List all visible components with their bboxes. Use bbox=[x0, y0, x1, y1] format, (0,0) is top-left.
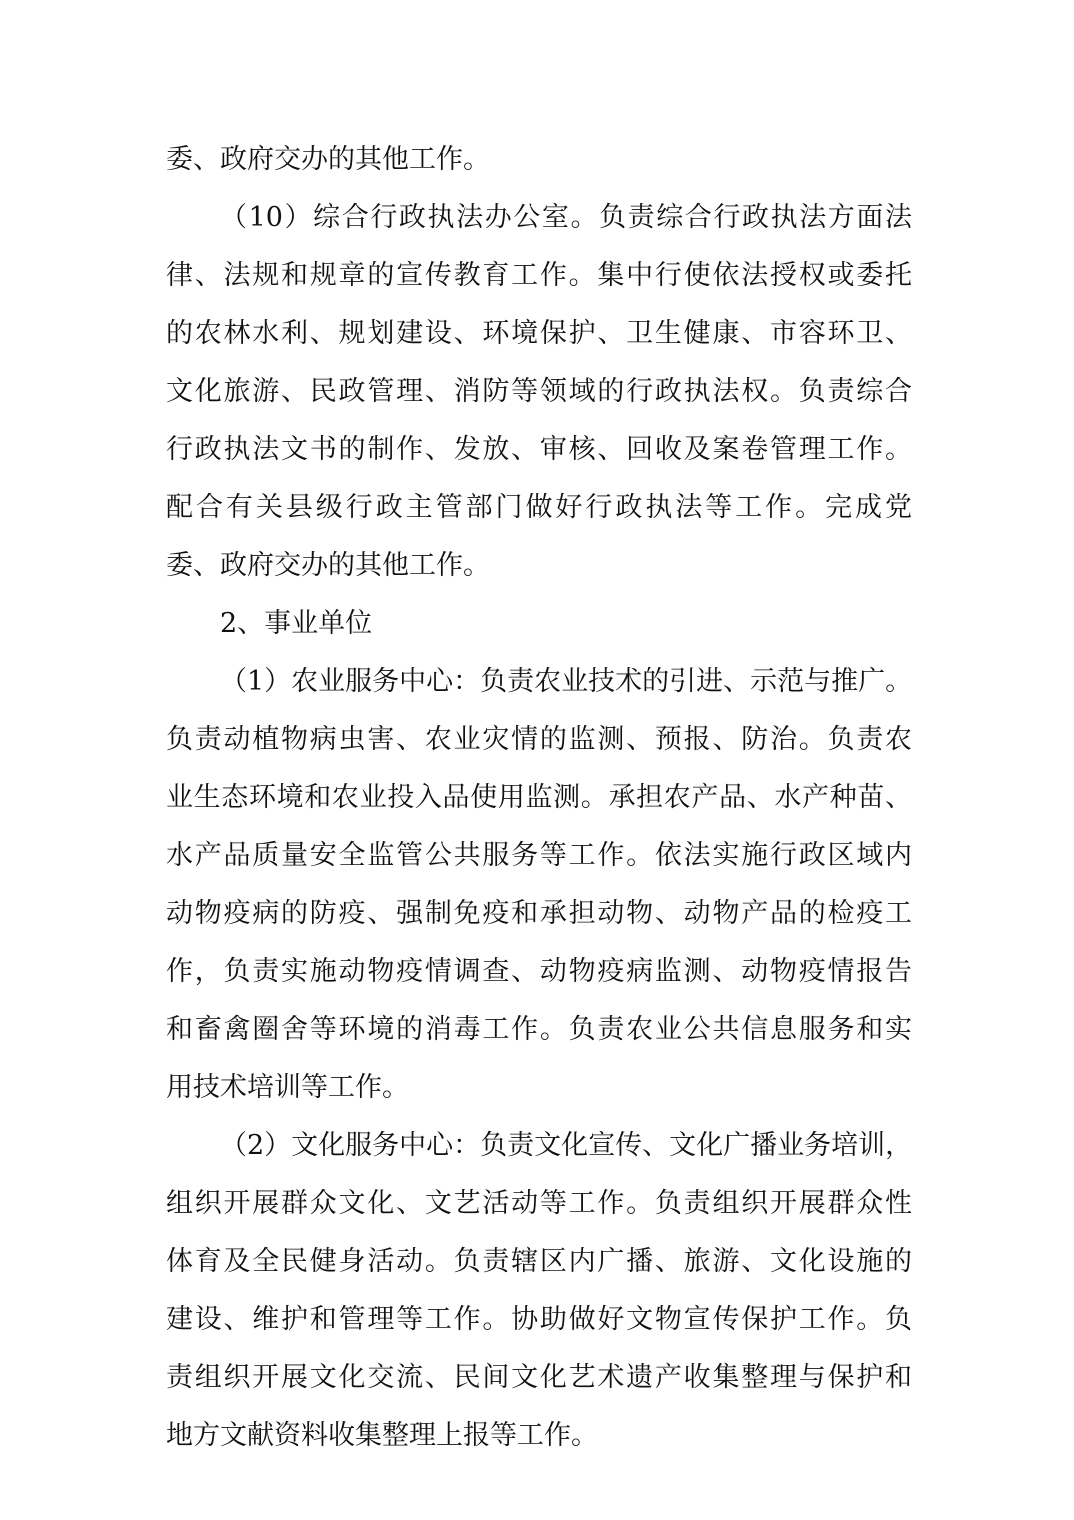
text-line: 律、法规和规章的宣传教育工作。集中行使依法授权或委托 bbox=[166, 260, 912, 291]
text-line: 委、政府交办的其他工作。 bbox=[166, 550, 490, 581]
text-line: （10）综合行政执法办公室。负责综合行政执法方面法 bbox=[220, 202, 912, 233]
text-line: 委、政府交办的其他工作。 bbox=[166, 144, 490, 175]
text-line: （1）农业服务中心：负责农业技术的引进、示范与推广。 bbox=[220, 666, 912, 697]
text-line: 组织开展群众文化、文艺活动等工作。负责组织开展群众性 bbox=[166, 1188, 912, 1219]
text-line: 体育及全民健身活动。负责辖区内广播、旅游、文化设施的 bbox=[166, 1246, 912, 1277]
text-line: 配合有关县级行政主管部门做好行政执法等工作。完成党 bbox=[166, 492, 912, 523]
text-line: 水产品质量安全监管公共服务等工作。依法实施行政区域内 bbox=[166, 840, 912, 871]
text-line: 作，负责实施动物疫情调查、动物疫病监测、动物疫情报告 bbox=[166, 956, 912, 987]
text-line: 行政执法文书的制作、发放、审核、回收及案卷管理工作。 bbox=[166, 434, 912, 465]
text-line: 文化旅游、民政管理、消防等领域的行政执法权。负责综合 bbox=[166, 376, 912, 407]
text-line: 建设、维护和管理等工作。协助做好文物宣传保护工作。负 bbox=[166, 1304, 912, 1335]
text-line: 动物疫病的防疫、强制免疫和承担动物、动物产品的检疫工 bbox=[166, 898, 912, 929]
text-line: 的农林水利、规划建设、环境保护、卫生健康、市容环卫、 bbox=[166, 318, 912, 349]
text-line: （2）文化服务中心：负责文化宣传、文化广播业务培训， bbox=[220, 1130, 912, 1161]
section-heading: 2、事业单位 bbox=[220, 608, 373, 639]
text-line: 和畜禽圈舍等环境的消毒工作。负责农业公共信息服务和实 bbox=[166, 1014, 912, 1045]
text-line: 责组织开展文化交流、民间文化艺术遗产收集整理与保护和 bbox=[166, 1362, 912, 1393]
text-line: 业生态环境和农业投入品使用监测。承担农产品、水产种苗、 bbox=[166, 782, 912, 813]
text-line: 地方文献资料收集整理上报等工作。 bbox=[166, 1420, 598, 1451]
text-line: 用技术培训等工作。 bbox=[166, 1072, 409, 1103]
text-line: 负责动植物病虫害、农业灾情的监测、预报、防治。负责农 bbox=[166, 724, 912, 755]
